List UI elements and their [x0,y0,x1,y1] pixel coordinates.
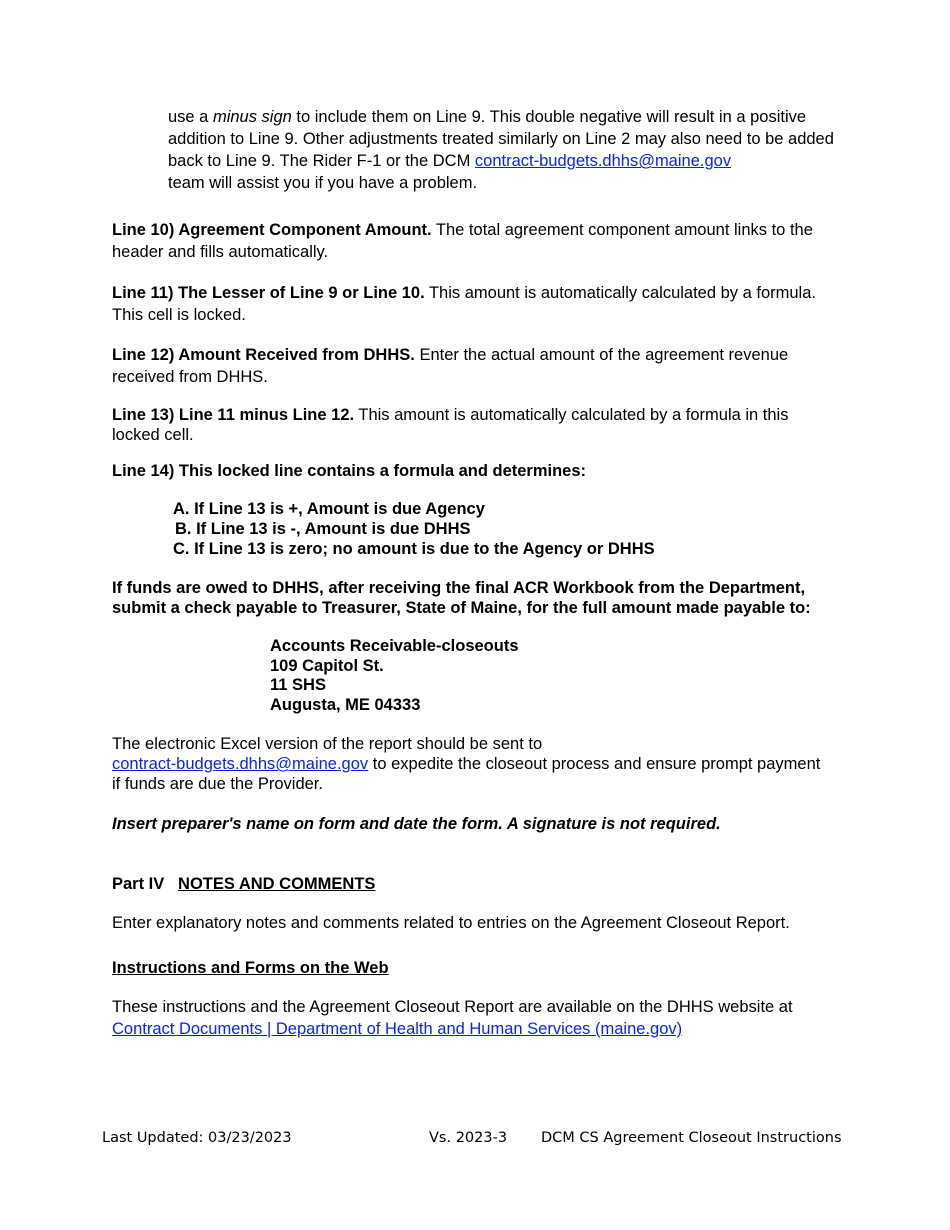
line13-text: This amount is automatically calculated by a formula in this locked cell. [112,406,789,444]
instructions-text: These instructions and the Agreement Closeout Report are available on the DHHS website at [112,998,793,1016]
rider-text-emphasis: minus sign [212,108,292,126]
part4-label: Part IV [112,875,179,893]
address-line-2: 109 Capitol St. [270,656,384,675]
rider-paragraph [168,106,838,194]
electronic-paragraph [112,734,832,794]
line14-label: Line 14) This locked line contains a formula and determines: [112,462,587,480]
line11-label: Line 11) The Lesser of Line 9 or Line 10. [112,284,425,302]
electronic-text-2: to expedite the closeout process and ensure prompt payment if funds are due the Provider. [112,755,821,793]
line12-paragraph [112,344,832,388]
footer-last-updated: Last Updated: 03/23/2023 [102,1130,292,1146]
preparer-note: Insert preparer's name on form and date the form. A signature is not required. [112,815,721,833]
part4-title: NOTES AND COMMENTS [178,875,376,893]
line11-paragraph [112,282,832,326]
instructions-heading-text: Instructions and Forms on the Web [112,959,389,977]
rider-text-1: use a [168,108,213,126]
line12-text: Enter the actual amount of the agreement revenue received from DHHS. [112,346,789,386]
line14-list [173,499,655,559]
instructions-heading [112,957,832,979]
line14-item-b: B. If Line 13 is -, Amount is due DHHS [175,520,471,538]
rider-text-3: team will assist you if you have a problem. [168,174,478,192]
footer-version: Vs. 2023-3 [429,1130,508,1146]
instructions-paragraph [112,996,832,1040]
line13-label: Line 13) Line 11 minus Line 12. [112,406,355,424]
part4-heading [112,873,832,895]
line10-text: The total agreement component amount links to the header and fills automatically. [112,221,813,261]
contract-documents-link[interactable]: Contract Documents | Department of Health and Human Services (maine.gov) [112,1020,683,1038]
line10-label: Line 10) Agreement Component Amount. [112,221,432,239]
address-line-3: 11 SHS [270,676,326,694]
line10-paragraph [112,219,832,263]
line14-item-a: A. If Line 13 is +, Amount is due Agency [173,500,485,518]
line11-text: This amount is automatically calculated by a formula. This cell is locked. [112,284,816,324]
part4-paragraph: Enter explanatory notes and comments related to entries on the Agreement Closeout Report. [112,914,790,932]
contract-budgets-email-link[interactable]: contract-budgets.dhhs@maine.gov [474,152,732,170]
footer-document-title: DCM CS Agreement Closeout Instructions [541,1130,842,1146]
funds-paragraph: If funds are owed to DHHS, after receiving the final ACR Workbook from the Department, submit a check payable to Treasurer, State of Maine, for the full amount made payable to: [112,579,811,617]
address-line-4: Augusta, ME 04333 [270,695,421,714]
line14-heading [112,460,832,482]
mailing-address [270,637,519,715]
line13-paragraph [112,405,832,445]
line12-label: Line 12) Amount Received from DHHS. [112,346,415,364]
line14-item-c: C. If Line 13 is zero; no amount is due to the Agency or DHHS [173,540,655,558]
electronic-text-1: The electronic Excel version of the report should be sent to [112,735,543,753]
address-line-1: Accounts Receivable-closeouts [270,637,519,655]
rider-text-2: to include them on Line 9. This double negative will result in a positive addition to Line 9. Other adjustments treated similarly on Line 2 may also need to be added back to Line 9. The Rider F-1 or the DCM [168,108,834,170]
electronic-email-link[interactable]: contract-budgets.dhhs@maine.gov [112,755,369,773]
